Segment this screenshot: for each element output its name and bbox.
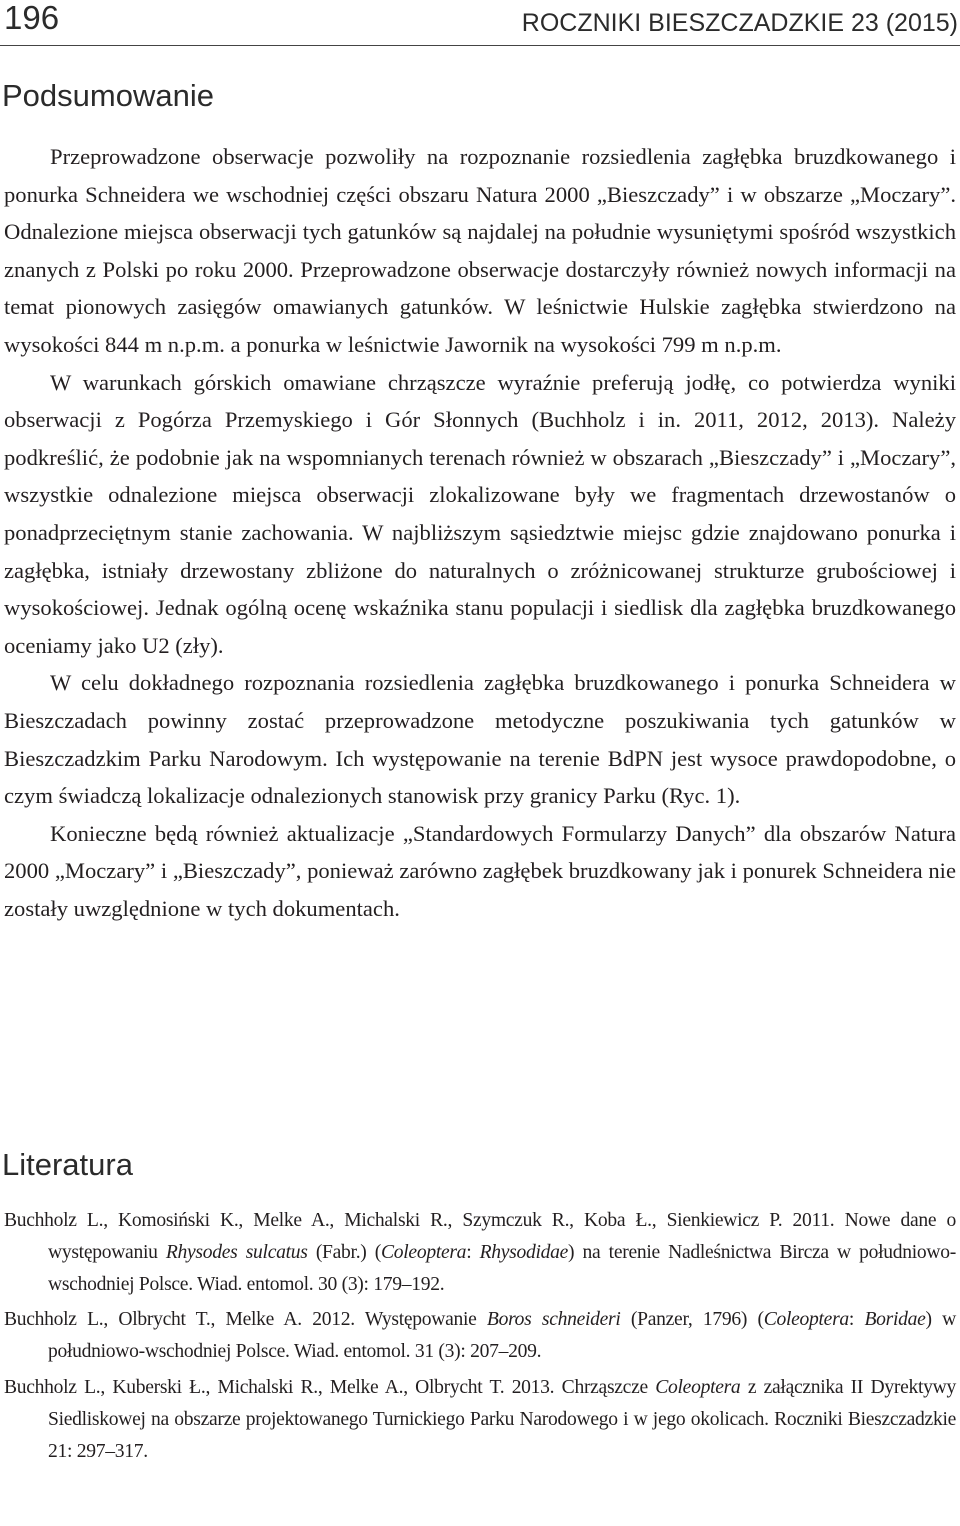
running-head-journal-title: ROCZNIKI BIESZCZADZKIE 23 (2015): [521, 9, 958, 37]
page-header: [0, 0, 960, 46]
reference-text: Buchholz L., Kuberski Ł., Michalski R., Melke A., Olbrycht T. 2013. Chrząszcze: [4, 1376, 656, 1398]
section-title-literature: Literatura: [2, 1147, 133, 1182]
reference-text: (Fabr.) (: [307, 1241, 382, 1263]
reference-text: Buchholz L., Komosiński K., Melke A., Michalski R., Szymczuk R., Koba Ł., Sienkiewicz P. 2011. Nowe dane o występowaniu: [4, 1210, 956, 1263]
page-number: 196: [4, 0, 60, 36]
reference-text: ) na terenie Nadleśnictwa Bircza w południowo-wschodniej Polsce. Wiad. entomol. 30 (3): 179–192.: [48, 1241, 957, 1295]
reference-text: :: [466, 1241, 480, 1263]
reference-text: z załącznika II Dyrektywy Siedliskowej na obszarze projektowanego Turnickiego Parku Narodowego i w jego okolicach. Roczniki Bieszczadzkie 21: 297–317.: [48, 1376, 956, 1462]
summary-paragraph-3: W celu dokładnego rozpoznania rozsiedlenia zagłębka bruzdkowanego i ponurka Schneidera w Bieszczadach powinny zostać przeprowadzone metodyczne poszukiwania tych gatunków w Bieszczadzkim Parku Narodowym. Ich występowanie na terenie BdPN jest wysoce prawdopodobne, o czym świadczą lokalizacje odnalezionych stanowisk przy granicy Parku (Ryc. 1).: [4, 670, 956, 809]
reference-item: [4, 1372, 956, 1467]
taxon-order: Coleoptera: [381, 1241, 467, 1263]
reference-list: [4, 1205, 956, 1471]
species-name: Rhysodes sulcatus: [165, 1241, 308, 1263]
species-name: Boros schneideri: [486, 1309, 621, 1331]
section-title-summary: Podsumowanie: [2, 78, 214, 113]
reference-text: Buchholz L., Olbrycht T., Melke A. 2012. Występowanie: [4, 1309, 487, 1331]
reference-text: :: [848, 1309, 865, 1331]
reference-text: ) w południowo-wschodniej Polsce. Wiad. entomol. 31 (3): 207–209.: [48, 1309, 956, 1363]
taxon-family: Boridae: [864, 1309, 926, 1331]
reference-item: [4, 1304, 956, 1368]
taxon-order: Coleoptera: [655, 1376, 741, 1398]
reference-text: (Panzer, 1796) (: [620, 1309, 764, 1331]
summary-paragraph-2: W warunkach górskich omawiane chrząszcze wyraźnie preferują jodłę, co potwierdza wyniki obserwacji z Pogórza Przemyskiego i Gór Słonnych (Buchholz i in. 2011, 2012, 2013). Należy podkreślić, że podobnie jak na wspomnianych terenach również w obszarach „Bieszczady” i „Moczary”, wszystkie odnalezione miejsca obserwacji zlokalizowane były we fragmentach drzewostanów o ponadprzeciętnym stanie zachowania. W najbliższym sąsiedztwie miejsc gdzie znajdowano ponurka i zagłębka, istniały drzewostany zbliżone do naturalnych o zróżnicowanej strukturze grubościowej i wysokościowej. Jednak ogólną ocenę wskaźnika stanu populacji i siedlisk dla zagłębka bruzdkowanego oceniamy jako U2 (zły).: [4, 369, 956, 658]
summary-paragraph-1: Przeprowadzone obserwacje pozwoliły na rozpoznanie rozsiedlenia zagłębka bruzdkowanego i ponurka Schneidera we wschodniej części obszaru Natura 2000 „Bieszczady” i w obszarze „Moczary”. Odnalezione miejsca obserwacji tych gatunków są najdalej na południe wysuniętymi spośród wszystkich znanych z Polski po roku 2000. Przeprowadzone obserwacje dostarczyły również nowych informacji na temat pionowych zasięgów omawianych gatunków. W leśnictwie Hulskie zagłębka stwierdzono na wysokości 844 m n.p.m. a ponurka w leśnictwie Jawornik na wysokości 799 m n.p.m.: [4, 144, 956, 357]
summary-body: [4, 138, 956, 927]
reference-item: [4, 1205, 956, 1300]
taxon-order: Coleoptera: [763, 1309, 849, 1331]
header-rule: [0, 45, 960, 46]
taxon-family: Rhysodidae: [479, 1241, 569, 1263]
summary-paragraph-4: Konieczne będą również aktualizacje „Standardowych Formularzy Danych” dla obszarów Natura 2000 „Moczary” i „Bieszczady”, ponieważ zarówno zagłębek bruzdkowany jak i ponurek Schneidera nie zostały uwzględnione w tych dokumentach.: [4, 820, 956, 921]
